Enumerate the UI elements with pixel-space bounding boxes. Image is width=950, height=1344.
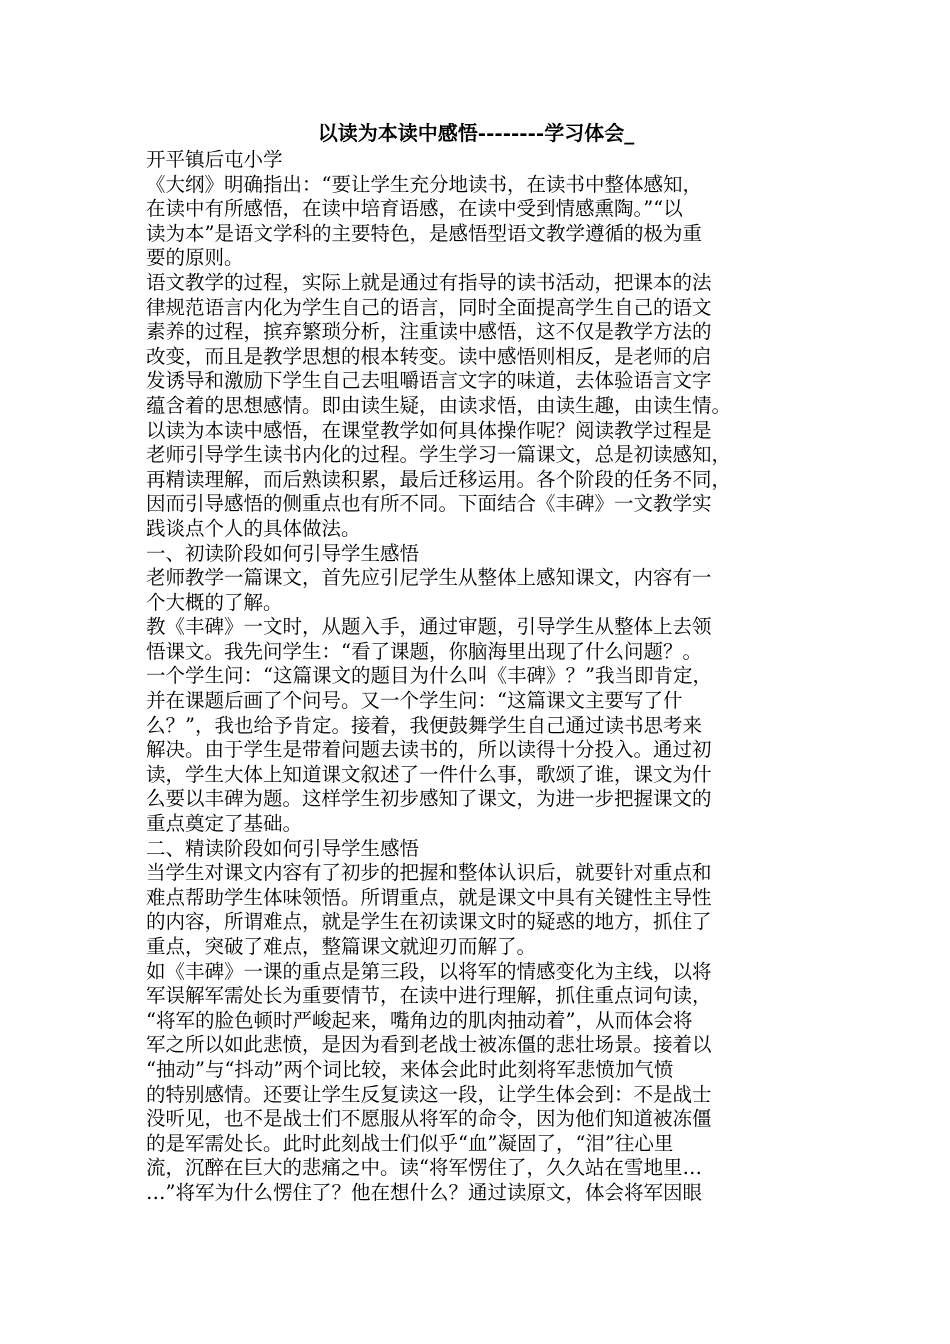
text-line: 改变，而且是教学思想的根本转变。读中感悟则相反，是老师的启 [146,344,712,368]
text-line: 二、精读阶段如何引导学生感悟 [146,836,420,860]
text-line: 如《丰碑》一课的重点是第三段，以将军的情感变化为主线，以将 [146,959,712,983]
document-page [146,118,806,1206]
text-line: 老师引导学生读书内化的过程。学生学习一篇课文，总是初读感知， [146,443,732,467]
text-line: 以读为本读中感悟，在课堂教学如何具体操作呢？阅读教学过程是 [146,418,712,442]
text-line: 么要以丰碑为题。这样学生初步感知了课文，为进一步把握课文的 [146,787,712,811]
text-line: 践谈点个人的具体做法。 [146,516,361,540]
text-line: 再精读理解，而后熟读积累，最后迁移运用。各个阶段的任务不同， [146,467,732,491]
text-line: 读，学生大体上知道课文叙述了一件什么事，歌颂了谁，课文为什 [146,762,712,786]
text-line: 的特别感情。还要让学生反复读这一段，让学生体会到：不是战士 [146,1082,712,1106]
text-line: 一、初读阶段如何引导学生感悟 [146,541,420,565]
text-line: 素养的过程，摈弃繁琐分析，注重读中感悟，这不仅是教学方法的 [146,320,712,344]
text-line: 开平镇后屯小学 [146,148,283,171]
text-line: 当学生对课文内容有了初步的把握和整体认识后，就要针对重点和 [146,861,712,885]
text-line: 个大概的了解。 [146,590,283,614]
text-line: 教《丰碑》一文时，从题入手，通过审题，引导学生从整体上去领 [146,615,712,639]
text-line: “将军的脸色顿时严峻起来，嘴角边的肌肉抽动着”，从而体会将 [146,1008,693,1032]
text-line: 的是军需处长。此时此刻战士们似乎“血”凝固了，“泪”往心里 [146,1131,674,1155]
document-title: 以读为本读中感悟--------学习体会_ [317,121,635,145]
document-body [146,148,806,1206]
text-line: 一个学生问：“这篇课文的题目为什么叫《丰碑》？”我当即肯定， [146,664,712,688]
text-line: “抽动”与“抖动”两个词比较，来体会此时此刻将军悲愤加气愤 [146,1057,674,1081]
text-line: 么？”，我也给予肯定。接着，我便鼓舞学生自己通过读书思考来 [146,713,702,737]
text-line: 解决。由于学生是带着问题去读书的，所以读得十分投入。通过初 [146,738,712,762]
text-line: 军之所以如此悲愤，是因为看到老战士被冻僵的悲壮场景。接着以 [146,1033,712,1057]
text-line: 并在课题后画了个问号。又一个学生问：“这篇课文主要写了什 [146,689,683,713]
text-line: 律规范语言内化为学生自己的语言，同时全面提高学生自己的语文 [146,295,712,319]
text-line: 要的原则。 [146,246,244,270]
text-line: 没听见，也不是战士们不愿服从将军的命令，因为他们知道被冻僵 [146,1107,712,1131]
text-line: 因而引导感悟的侧重点也有所不同。下面结合《丰碑》一文教学实 [146,492,712,516]
text-line: 发诱导和激励下学生自己去咀嚼语言文字的味道，去体验语言文字 [146,369,712,393]
text-line: 读为本”是语文学科的主要特色，是感悟型语文教学遵循的极为重 [146,221,702,245]
text-line: 流，沉醉在巨大的悲痛之中。读“将军愣住了，久久站在雪地里… [146,1156,702,1180]
text-line: 语文教学的过程，实际上就是通过有指导的读书活动，把课本的法 [146,270,712,294]
text-line: 老师教学一篇课文，首先应引尼学生从整体上感知课文，内容有一 [146,566,712,590]
text-line: 悟课文。我先问学生：“看了课题，你脑海里出现了什么问题？。 [146,639,702,663]
text-line: 重点，突破了难点，整篇课文就迎刃而解了。 [146,935,537,958]
text-line: 难点帮助学生体味领悟。所谓重点，就是课文中具有关键性主导性 [146,885,712,909]
text-line: 重点奠定了基础。 [146,812,303,836]
text-line: 蕴含着的思想感情。即由读生疑，由读求悟，由读生趣，由读生情。 [146,393,732,417]
text-line: 军误解军需处长为重要情节，在读中进行理解，抓住重点词句读， [146,984,712,1008]
text-line: 《大纲》明确指出：“要让学生充分地读书，在读书中整体感知， [146,172,702,196]
text-line: 的内容，所谓难点，就是学生在初读课文时的疑惑的地方，抓住了 [146,910,712,934]
text-line: …”将军为什么愣住了？他在想什么？通过读原文，体会将军因眼 [146,1180,702,1204]
text-line: 在读中有所感悟，在读中培育语感，在读中受到情感熏陶。”“以 [146,197,683,221]
